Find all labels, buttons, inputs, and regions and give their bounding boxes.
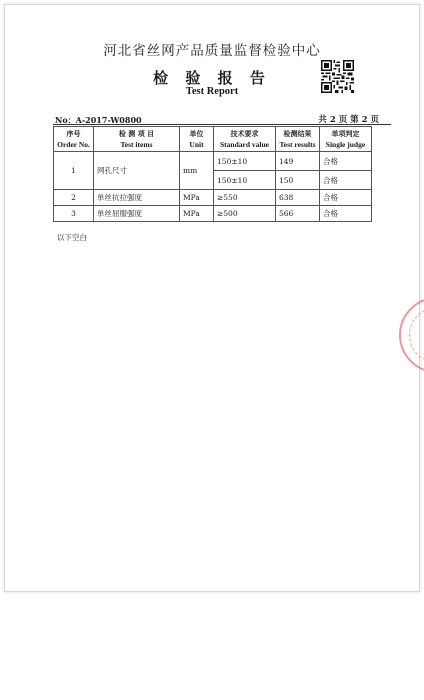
cell-result: 150 bbox=[276, 171, 320, 190]
organization-name: 河北省丝网产品质量监督检验中心 bbox=[103, 43, 321, 59]
page-indicator: 共 2 页 第 2 页 bbox=[318, 115, 379, 125]
end-of-content-note: 以下空白 bbox=[57, 233, 87, 242]
cell-order: 3 bbox=[54, 206, 94, 222]
cell-result: 149 bbox=[276, 152, 320, 171]
cell-result: 566 bbox=[276, 206, 320, 222]
header-judge: 单项判定 Single judge bbox=[320, 127, 372, 152]
report-page bbox=[4, 4, 420, 592]
cell-order: 1 bbox=[54, 152, 94, 190]
header-standard: 技术要求 Standard value bbox=[214, 127, 276, 152]
results-table bbox=[53, 126, 372, 222]
report-title-en: Test Report bbox=[185, 86, 239, 97]
header-items: 检 测 项 目 Test items bbox=[94, 127, 180, 152]
report-title-cn: 检 验 报 告 bbox=[153, 69, 271, 87]
cell-standard: ≥500 bbox=[214, 206, 276, 222]
table-row bbox=[54, 190, 372, 206]
report-number: No：A-2017-W0800 bbox=[55, 115, 142, 125]
cell-unit: mm bbox=[180, 152, 214, 190]
cell-result: 638 bbox=[276, 190, 320, 206]
header-unit: 单位 Unit bbox=[180, 127, 214, 152]
cell-standard: 150±10 bbox=[214, 152, 276, 171]
cell-judge: 合格 bbox=[320, 206, 372, 222]
cell-item: 单丝抗拉强度 bbox=[94, 190, 180, 206]
official-seal-stamp bbox=[399, 297, 424, 373]
header-rule bbox=[53, 124, 391, 125]
table-row bbox=[54, 152, 372, 171]
header-results: 检测结果 Test results bbox=[276, 127, 320, 152]
cell-order: 2 bbox=[54, 190, 94, 206]
cell-unit: MPa bbox=[180, 206, 214, 222]
cell-standard: ≥550 bbox=[214, 190, 276, 206]
cell-item: 单丝屈服强度 bbox=[94, 206, 180, 222]
qr-code-icon bbox=[321, 60, 354, 93]
cell-judge: 合格 bbox=[320, 171, 372, 190]
table-row bbox=[54, 206, 372, 222]
cell-judge: 合格 bbox=[320, 190, 372, 206]
cell-unit: MPa bbox=[180, 190, 214, 206]
table-header-row bbox=[54, 127, 372, 152]
header-order: 序号 Order No. bbox=[54, 127, 94, 152]
cell-standard: 150±10 bbox=[214, 171, 276, 190]
cell-judge: 合格 bbox=[320, 152, 372, 171]
cell-item: 网孔尺寸 bbox=[94, 152, 180, 190]
